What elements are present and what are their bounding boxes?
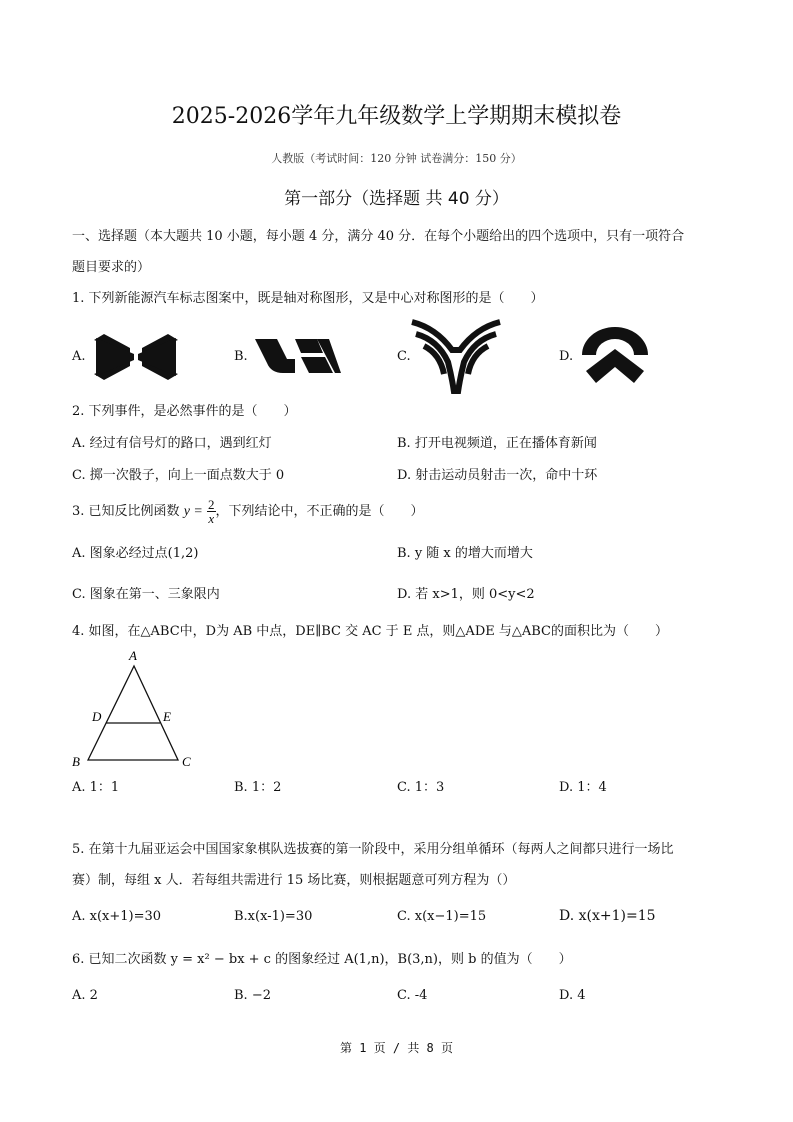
- intro-line-2: 题目要求的）: [72, 260, 151, 275]
- q1-option-a: A.: [72, 349, 86, 364]
- q4-option-c: C. 1：3: [397, 780, 445, 795]
- q2-option-a: A. 经过有信号灯的路口，遇到红灯: [72, 436, 272, 451]
- q6-option-c: C. -4: [397, 988, 428, 1003]
- q3-stem: [72, 496, 424, 528]
- triangle-figure: [68, 646, 198, 772]
- page-footer: 第 1 页 / 共 8 页: [339, 1041, 454, 1055]
- q6-option-a: A. 2: [72, 988, 98, 1003]
- vertex-label-b: B: [72, 754, 80, 769]
- logo-c-icon: [408, 318, 504, 394]
- q3-option-a: A. 图象必经过点(1,2): [72, 546, 199, 561]
- fraction-denominator: x: [208, 511, 215, 526]
- q2-option-b: B. 打开电视频道，正在播体育新闻: [397, 436, 597, 451]
- q6-option-d: D. 4: [559, 988, 586, 1003]
- q6-stem: 6. 已知二次函数 y = x² − bx + c 的图象经过 A(1,n)，B(3,n)，则 b 的值为（ ）: [72, 952, 572, 967]
- exam-info: 人教版（考试时间：120 分钟 试卷满分：150 分）: [271, 152, 522, 165]
- q1-option-c: C.: [397, 349, 411, 364]
- q3-fraction: [207, 498, 216, 525]
- q5-option-b: B.x(x-1)=30: [234, 909, 313, 924]
- logo-d-icon: [580, 325, 650, 387]
- q1-option-b: B.: [234, 349, 248, 364]
- q4-option-d: D. 1：4: [559, 780, 607, 795]
- logo-b-icon: [255, 337, 345, 375]
- q5-stem-line-1: 5. 在第十九届亚运会中国国家象棋队选拔赛的第一阶段中，采用分组单循环（每两人之间都只进行一场比: [72, 842, 674, 857]
- q2-option-d: D. 射击运动员射击一次，命中十环: [397, 468, 598, 483]
- q1-stem: 1. 下列新能源汽车标志图案中，既是轴对称图形，又是中心对称图形的是（ ）: [72, 291, 544, 306]
- q1-option-d: D.: [559, 349, 574, 364]
- vertex-label-d: D: [92, 709, 102, 724]
- fraction-numerator: 2: [208, 497, 215, 512]
- vertex-label-e: E: [163, 709, 171, 724]
- q6-option-b: B. −2: [234, 988, 271, 1003]
- page-title: 2025-2026学年九年级数学上学期期末模拟卷: [171, 104, 622, 129]
- q3-option-c: C. 图象在第一、三象限内: [72, 587, 220, 602]
- section-heading: 第一部分（选择题 共 40 分）: [284, 189, 509, 209]
- vertex-label-a: A: [129, 648, 137, 663]
- vertex-label-c: C: [182, 754, 191, 769]
- q3-stem-text: 3. 已知反比例函数: [72, 504, 180, 519]
- q4-option-a: A. 1：1: [72, 780, 120, 795]
- q3-function: y =: [183, 504, 203, 519]
- q5-stem-line-2: 赛）制，每组 x 人．若每组共需进行 15 场比赛，则根据题意可列方程为（）: [72, 873, 516, 888]
- q3-option-d: D. 若 x>1，则 0<y<2: [397, 587, 535, 602]
- q3-option-b: B. y 随 x 的增大而增大: [397, 546, 533, 561]
- q4-stem: 4. 如图，在△ABC中，D为 AB 中点，DE∥BC 交 AC 于 E 点，则△ADE 与△ABC的面积比为（ ）: [72, 624, 668, 639]
- intro-line-1: 一、选择题（本大题共 10 小题，每小题 4 分，满分 40 分．在每个小题给出的四个选项中，只有一项符合: [72, 229, 685, 244]
- q4-option-b: B. 1：2: [234, 780, 282, 795]
- q3-stem-tail: ，下列结论中，不正确的是（ ）: [215, 504, 424, 519]
- q2-stem: 2. 下列事件，是必然事件的是（ ）: [72, 404, 297, 419]
- q5-option-c: C. x(x−1)=15: [397, 909, 487, 924]
- q2-option-c: C. 掷一次骰子，向上一面点数大于 0: [72, 468, 285, 483]
- q5-option-a: A. x(x+1)=30: [72, 909, 162, 924]
- q5-option-d: D. x(x+1)=15: [559, 908, 656, 924]
- logo-a-icon: [90, 332, 182, 382]
